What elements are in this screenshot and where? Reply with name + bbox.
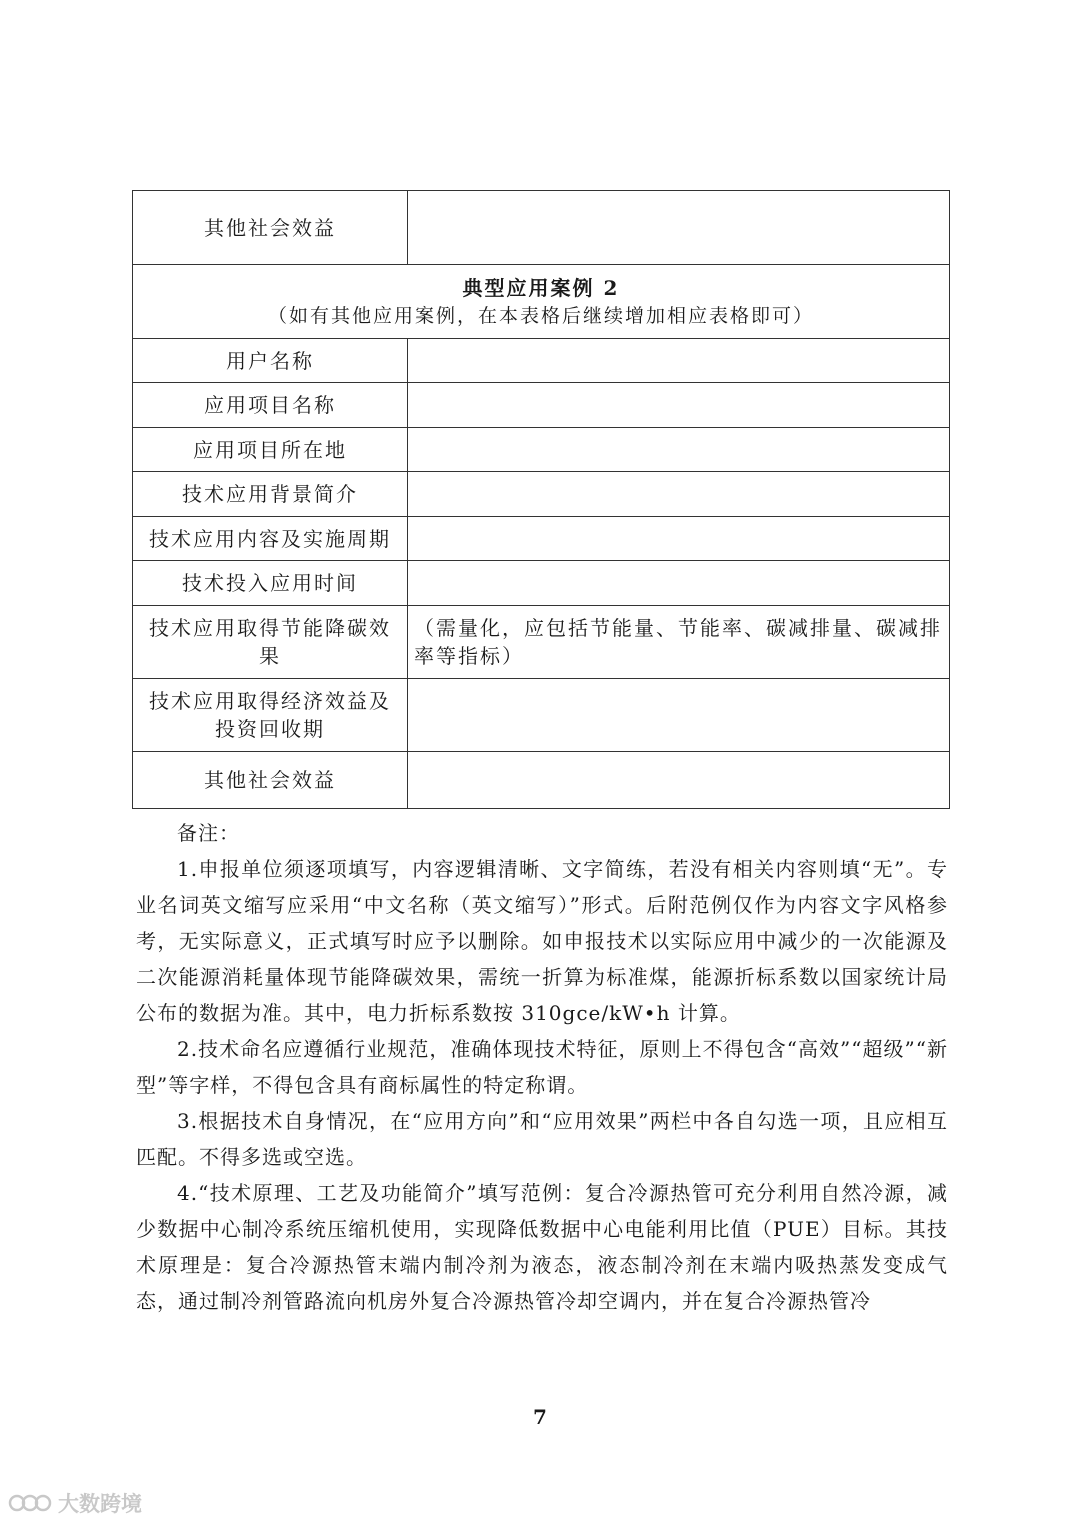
table-row [133, 428, 950, 472]
page-number: 7 [533, 1405, 547, 1429]
table-row [133, 472, 950, 517]
table-row [133, 191, 950, 265]
table-row [133, 383, 950, 428]
row-label: 技术应用背景简介 [133, 472, 408, 517]
table-row [133, 517, 950, 561]
row-value[interactable] [408, 428, 950, 472]
table-row [133, 679, 950, 752]
row-value[interactable] [408, 472, 950, 517]
row-value-other-benefits[interactable] [408, 191, 950, 265]
case-header-row [133, 265, 950, 339]
row-value[interactable] [408, 517, 950, 561]
table-row [133, 606, 950, 679]
watermark-text: 大数跨境 [58, 1492, 142, 1516]
table-row [133, 339, 950, 383]
table-row [133, 561, 950, 606]
note-paragraph: 1.申报单位须逐项填写，内容逻辑清晰、文字简练，若没有相关内容则填“无”。专业名词英文缩写应采用“中文名称（英文缩写）”形式。后附范例仅作为内容文字风格参考，无实际意义，正式填写时应予以删除。如申报技术以实际应用中减少的一次能源及二次能源消耗量体现节能降碳效果，需统一折算为标准煤，能源折标系数以国家统计局公布的数据为准。其中，电力折标系数按 310gce/kW•h 计算。 [136, 857, 948, 1025]
notes-heading: 备注： [177, 821, 240, 845]
row-label: 技术投入应用时间 [133, 561, 408, 606]
note-paragraph: 2.技术命名应遵循行业规范，准确体现技术特征，原则上不得包含“高效”“超级”“新型”等字样，不得包含具有商标属性的特定称谓。 [136, 1037, 948, 1097]
watermark-logo-icon [8, 1490, 52, 1516]
row-value[interactable] [408, 679, 950, 752]
row-value[interactable] [408, 752, 950, 809]
row-label: 用户名称 [133, 339, 408, 383]
note-paragraph: 4.“技术原理、工艺及功能简介”填写范例：复合冷源热管可充分利用自然冷源，减少数据中心制冷系统压缩机使用，实现降低数据中心电能利用比值（PUE）目标。其技术原理是：复合冷源热管末端内制冷剂为液态，液态制冷剂在末端内吸热蒸发变成气态，通过制冷剂管路流向机房外复合冷源热管冷却空调内，并在复合冷源热管冷 [136, 1181, 948, 1313]
watermark [8, 1488, 142, 1518]
note-paragraph: 3.根据技术自身情况，在“应用方向”和“应用效果”两栏中各自勾选一项，且应相互匹配。不得多选或空选。 [136, 1109, 948, 1169]
case-header [133, 265, 950, 339]
case-subtitle: （如有其他应用案例，在本表格后继续增加相应表格即可） [267, 304, 814, 327]
row-value[interactable] [408, 561, 950, 606]
row-value[interactable]: （需量化，应包括节能量、节能率、碳减排量、碳减排率等指标） [408, 606, 950, 679]
row-label: 应用项目所在地 [133, 428, 408, 472]
row-label: 技术应用内容及实施周期 [133, 517, 408, 561]
row-label: 其他社会效益 [133, 752, 408, 809]
application-case-table [132, 190, 950, 809]
row-value[interactable] [408, 339, 950, 383]
row-label: 技术应用取得节能降碳效果 [133, 606, 408, 679]
row-label: 应用项目名称 [133, 383, 408, 428]
row-label-other-benefits: 其他社会效益 [133, 191, 408, 265]
notes-section [136, 815, 948, 1319]
row-value[interactable] [408, 383, 950, 428]
row-label: 技术应用取得经济效益及投资回收期 [133, 679, 408, 752]
table-row [133, 752, 950, 809]
case-title: 典型应用案例 2 [462, 275, 620, 300]
